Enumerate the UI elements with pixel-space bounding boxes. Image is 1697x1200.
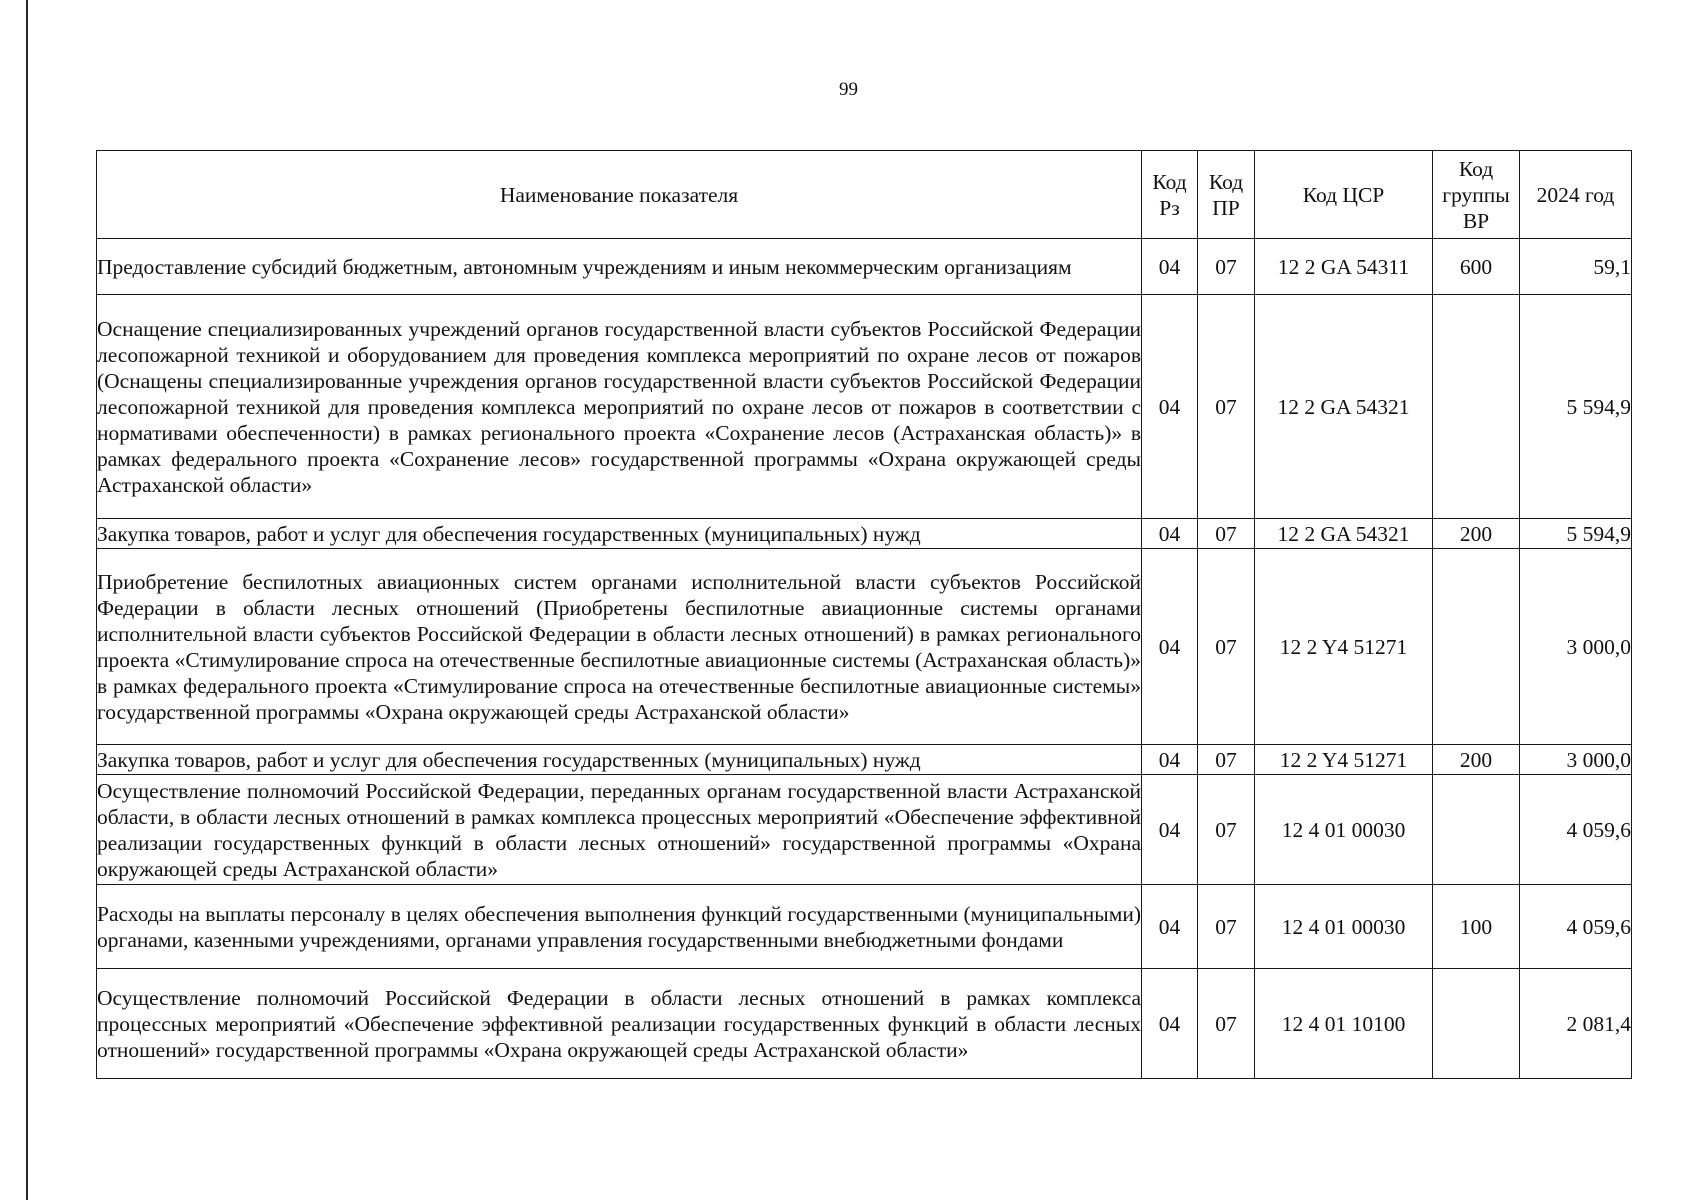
row-rz-code: 04 [1142, 775, 1198, 885]
page-number: 99 [839, 79, 858, 100]
row-vr-code: 200 [1433, 745, 1520, 775]
row-rz-code: 04 [1142, 885, 1198, 969]
row-indicator-name: Оснащение специализированных учреждений органов государственной власти субъектов Российской Федерации лесопожарной техникой и оборудованием для проведения комплекса мероприятий по охране лесов от пожаров (Оснащены специализированные учреждения органов государственной власти субъектов Российской Федерации лесопожарной техникой для проведения комплекса мероприятий по охране лесов от пожаров в соответствии с нормативами обеспеченности) в рамках регионального проекта «Сохранение лесов (Астраханская область)» в рамках федерального проекта «Сохранение лесов» государственной программы «Охрана окружающей среды Астраханской области» [97, 295, 1142, 519]
row-csr-code: 12 2 GA 54321 [1255, 295, 1433, 519]
row-amount: 2 081,4 [1520, 969, 1632, 1079]
table-row [97, 775, 1632, 885]
binding-edge-line [26, 0, 28, 1200]
header-indicator-name: Наименование показателя [97, 151, 1142, 239]
row-pr-code: 07 [1198, 775, 1255, 885]
row-csr-code: 12 4 01 00030 [1255, 885, 1433, 969]
row-csr-code: 12 2 GA 54311 [1255, 239, 1433, 295]
table-row [97, 969, 1632, 1079]
header-pr-code: Код ПР [1198, 151, 1255, 239]
row-pr-code: 07 [1198, 745, 1255, 775]
row-rz-code: 04 [1142, 295, 1198, 519]
row-csr-code: 12 4 01 00030 [1255, 775, 1433, 885]
row-csr-code: 12 2 Y4 51271 [1255, 745, 1433, 775]
table-row [97, 885, 1632, 969]
row-pr-code: 07 [1198, 519, 1255, 549]
row-indicator-name: Осуществление полномочий Российской Федерации, переданных органам государственной власти Астраханской области, в области лесных отношений в рамках комплекса процессных мероприятий «Обеспечение эффективной реализации государственных функций в области лесных отношений» государственной программы «Охрана окружающей среды Астраханской области» [97, 775, 1142, 885]
row-indicator-name: Закупка товаров, работ и услуг для обеспечения государственных (муниципальных) нужд [97, 745, 1142, 775]
row-amount: 5 594,9 [1520, 519, 1632, 549]
header-year-2024: 2024 год [1520, 151, 1632, 239]
budget-table [96, 150, 1632, 1079]
row-pr-code: 07 [1198, 239, 1255, 295]
row-amount: 4 059,6 [1520, 775, 1632, 885]
row-vr-code: 600 [1433, 239, 1520, 295]
row-indicator-name: Осуществление полномочий Российской Федерации в области лесных отношений в рамках комплекса процессных мероприятий «Обеспечение эффективной реализации государственных функций в области лесных отношений» государственной программы «Охрана окружающей среды Астраханской области» [97, 969, 1142, 1079]
row-amount: 5 594,9 [1520, 295, 1632, 519]
row-csr-code: 12 2 GA 54321 [1255, 519, 1433, 549]
row-pr-code: 07 [1198, 885, 1255, 969]
row-pr-code: 07 [1198, 549, 1255, 745]
row-pr-code: 07 [1198, 969, 1255, 1079]
row-csr-code: 12 4 01 10100 [1255, 969, 1433, 1079]
table-row [97, 295, 1632, 519]
row-indicator-name: Предоставление субсидий бюджетным, автономным учреждениям и иным некоммерческим организациям [97, 239, 1142, 295]
row-vr-code [1433, 549, 1520, 745]
row-csr-code: 12 2 Y4 51271 [1255, 549, 1433, 745]
table-row [97, 549, 1632, 745]
row-rz-code: 04 [1142, 745, 1198, 775]
table-row [97, 239, 1632, 295]
header-rz-code: Код Рз [1142, 151, 1198, 239]
row-amount: 3 000,0 [1520, 745, 1632, 775]
row-vr-code [1433, 775, 1520, 885]
row-pr-code: 07 [1198, 295, 1255, 519]
row-vr-code: 200 [1433, 519, 1520, 549]
row-indicator-name: Закупка товаров, работ и услуг для обеспечения государственных (муниципальных) нужд [97, 519, 1142, 549]
header-csr-code: Код ЦСР [1255, 151, 1433, 239]
table-row [97, 745, 1632, 775]
header-vr-group-code: Код группы ВР [1433, 151, 1520, 239]
row-indicator-name: Расходы на выплаты персоналу в целях обеспечения выполнения функций государственными (муниципальными) органами, казенными учреждениями, органами управления государственными внебюджетными фондами [97, 885, 1142, 969]
row-indicator-name: Приобретение беспилотных авиационных систем органами исполнительной власти субъектов Российской Федерации в области лесных отношений (Приобретены беспилотные авиационные системы органами исполнительной власти субъектов Российской Федерации в области лесных отношений) в рамках регионального проекта «Стимулирование спроса на отечественные беспилотные авиационные системы (Астраханская область)» в рамках федерального проекта «Стимулирование спроса на отечественные беспилотные авиационные системы» государственной программы «Охрана окружающей среды Астраханской области» [97, 549, 1142, 745]
row-vr-code [1433, 295, 1520, 519]
table-row [97, 519, 1632, 549]
row-vr-code: 100 [1433, 885, 1520, 969]
row-rz-code: 04 [1142, 239, 1198, 295]
row-rz-code: 04 [1142, 519, 1198, 549]
row-vr-code [1433, 969, 1520, 1079]
row-amount: 3 000,0 [1520, 549, 1632, 745]
row-rz-code: 04 [1142, 549, 1198, 745]
row-amount: 4 059,6 [1520, 885, 1632, 969]
row-amount: 59,1 [1520, 239, 1632, 295]
row-rz-code: 04 [1142, 969, 1198, 1079]
table-header-row [97, 151, 1632, 239]
